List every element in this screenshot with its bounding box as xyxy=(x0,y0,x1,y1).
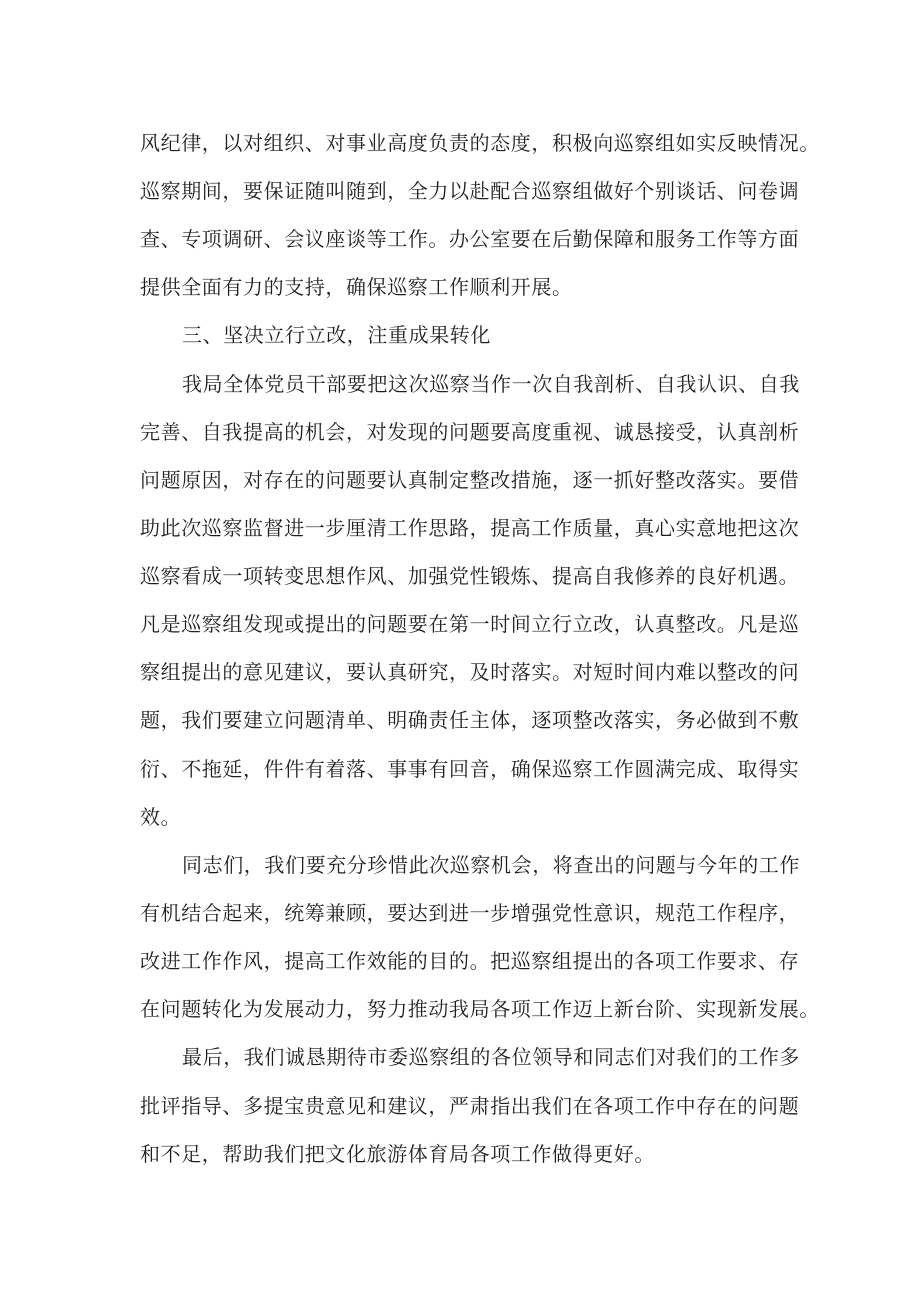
paragraph-line: 题，我们要建立问题清单、明确责任主体，逐项整改落实，务必做到不敷 xyxy=(140,708,800,732)
paragraph-line: 完善、自我提高的机会，对发现的问题要高度重视、诚恳接受，认真剖析 xyxy=(140,420,800,444)
paragraph-line: 批评指导、多提宝贵意见和建议，严肃指出我们在各项工作中存在的问题 xyxy=(140,1094,800,1118)
paragraph-line: 凡是巡察组发现或提出的问题要在第一时间立行立改，认真整改。凡是巡 xyxy=(140,612,800,636)
paragraph-line: 同志们，我们要充分珍惜此次巡察机会，将查出的问题与今年的工作 xyxy=(182,853,800,877)
paragraph-line: 效。 xyxy=(140,805,182,829)
paragraph-line: 巡察看成一项转变思想作风、加强党性锻炼、提高自我修养的良好机遇。 xyxy=(140,564,800,588)
paragraph-line: 风纪律，以对组织、对事业高度负责的态度，积极向巡察组如实反映情况。 xyxy=(140,131,820,155)
paragraph-line: 衍、不拖延，件件有着落、事事有回音，确保巡察工作圆满完成、取得实 xyxy=(140,757,800,781)
paragraph-line: 提供全面有力的支持，确保巡察工作顺利开展。 xyxy=(140,275,573,299)
paragraph-line: 和不足，帮助我们把文化旅游体育局各项工作做得更好。 xyxy=(140,1142,655,1166)
paragraph-line: 改进工作作风，提高工作效能的目的。把巡察组提出的各项工作要求、存 xyxy=(140,949,800,973)
paragraph-line: 最后，我们诚恳期待市委巡察组的各位领导和同志们对我们的工作多 xyxy=(182,1045,800,1069)
paragraph-line: 察组提出的意见建议，要认真研究，及时落实。对短时间内难以整改的问 xyxy=(140,660,800,684)
paragraph-line: 查、专项调研、会议座谈等工作。办公室要在后勤保障和服务工作等方面 xyxy=(140,227,800,251)
paragraph-line: 巡察期间，要保证随叫随到，全力以赴配合巡察组做好个别谈话、问卷调 xyxy=(140,179,800,203)
section-heading: 三、坚决立行立改，注重成果转化 xyxy=(182,323,491,347)
paragraph-line: 我局全体党员干部要把这次巡察当作一次自我剖析、自我认识、自我 xyxy=(182,372,800,396)
paragraph-line: 有机结合起来，统筹兼顾，要达到进一步增强党性意识，规范工作程序， xyxy=(140,901,800,925)
paragraph-line: 问题原因，对存在的问题要认真制定整改措施，逐一抓好整改落实。要借 xyxy=(140,468,800,492)
paragraph-line: 助此次巡察监督进一步厘清工作思路，提高工作质量，真心实意地把这次 xyxy=(140,516,800,540)
paragraph-line: 在问题转化为发展动力，努力推动我局各项工作迈上新台阶、实现新发展。 xyxy=(140,997,820,1021)
